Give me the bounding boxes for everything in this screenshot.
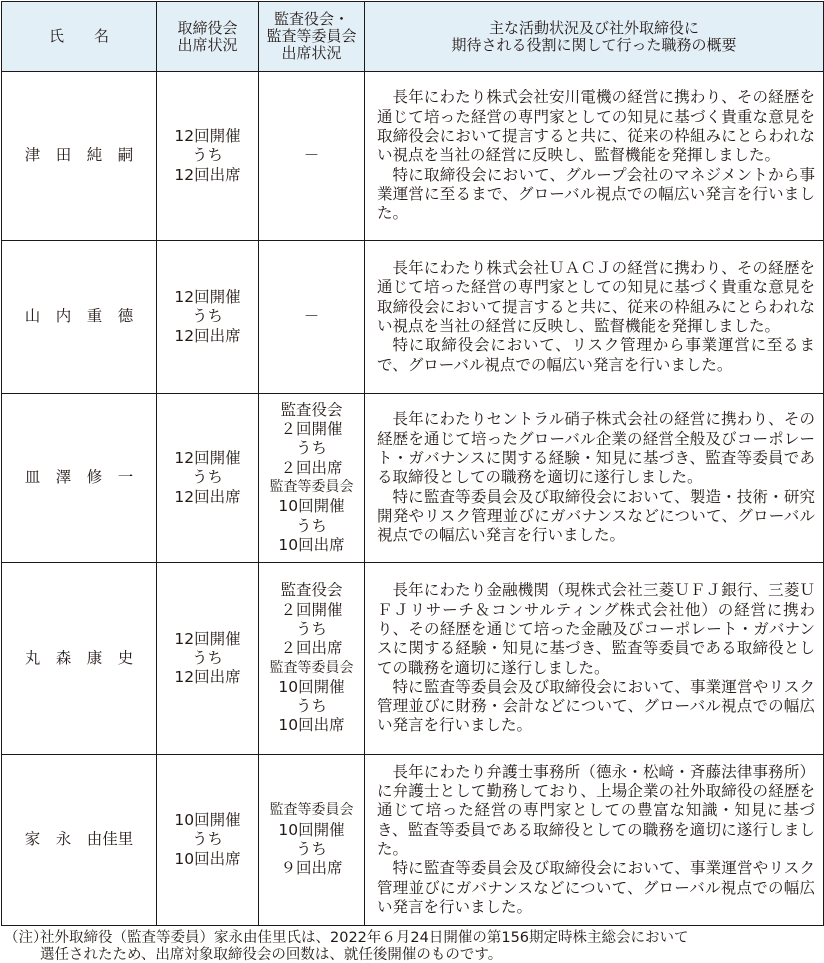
committee-of-which: うち (295, 516, 327, 535)
summary-paragraph: 特に監査等委員会及び取締役会において、製造・技術・研究開発やリスク管理並びにガバナンスなどについて、グローバル視点での幅広い発言を行いました。 (377, 487, 815, 545)
board-attendance (157, 241, 259, 394)
audit-attended: ２回出席 (280, 639, 343, 658)
audit-none: － (303, 146, 320, 165)
table-row (2, 394, 824, 563)
summary-paragraph: 特に監査等委員会及び取締役会において、事業運営やリスク管理並びに財務・会計などについて、グローバル視点での幅広い発言を行いました。 (377, 677, 815, 735)
activity-summary (365, 241, 824, 394)
header-desc-line: 主な活動状況及び社外取締役に (488, 18, 699, 37)
footnote-line: 社外取締役（監査等委員）家永由佳里氏は、2022年６月24日開催の第156期定時株主総会において (40, 930, 689, 946)
committee-attended: 10回出席 (278, 716, 345, 735)
summary-paragraph: 特に取締役会において、リスク管理から事業運営に至るまで、グローバル視点での幅広い発言を行いました。 (377, 336, 815, 374)
header-board-line: 出席状況 (177, 35, 238, 54)
summary-paragraph: 長年にわたり株式会社安川電機の経営に携わり、その経歴を通じて培った経営の専門家としての知見に基づく貴重な意見を取締役会において提言すると共に、従来の枠組みにとらわれない視点を当社の経営に反映し、監督機能を発揮しました。 (377, 88, 815, 165)
audit-committee-label: 監査等委員会 (269, 479, 354, 495)
audit-committee-label: 監査等委員会 (269, 659, 354, 676)
outside-directors-table (1, 1, 824, 926)
board-of-which: うち (191, 830, 223, 849)
committee-attended: ９回出席 (280, 859, 343, 878)
audit-attended: ２回出席 (280, 458, 343, 477)
director-name: 家 永 由佳里 (2, 755, 157, 926)
board-attendance (157, 563, 259, 755)
audit-attendance (259, 394, 365, 563)
audit-attendance (259, 563, 365, 755)
audit-held: ２回開催 (280, 600, 343, 619)
summary-paragraph: 特に監査等委員会及び取締役会において、事業運営やリスク管理並びにガバナンスなどについて、グローバル視点での幅広い発言を行いました。 (377, 859, 815, 916)
activity-summary (365, 394, 824, 563)
header-board-attendance (157, 2, 259, 72)
committee-attended: 10回出席 (278, 535, 345, 554)
summary-paragraph: 特に取締役会において、グループ会社のマネジメントから事業運営に至るまで、グローバル視点での幅広い発言を行いました。 (377, 165, 815, 223)
audit-none: － (303, 307, 320, 326)
footnote (4, 930, 820, 963)
header-row (2, 2, 824, 72)
committee-held: 10回開催 (278, 497, 345, 516)
audit-body-label: 監査役会 (280, 581, 343, 600)
board-of-which: うち (191, 146, 223, 165)
committee-of-which: うち (295, 697, 327, 716)
board-held: 12回開催 (174, 449, 241, 468)
board-attendance (157, 755, 259, 926)
summary-paragraph: 長年にわたりセントラル硝子株式会社の経営に携わり、その経歴を通じて培ったグローバル企業の経営全般及びコーポレート・ガバナンスに関する経験・知見に基づき、監査等委員である取締役としての職務を適切に遂行しました。 (377, 410, 815, 487)
summary-paragraph: 長年にわたり株式会社ＵＡＣＪの経営に携わり、その経歴を通じて培った経営の専門家としての知見に基づく貴重な意見を取締役会において提言すると共に、従来の枠組みにとらわれない視点を当社の経営に反映し、監督機能を発揮しました。 (377, 259, 815, 335)
director-name: 皿 澤 修 一 (2, 394, 157, 563)
audit-body-label: 監査役会 (280, 400, 343, 419)
header-audit-attendance (259, 2, 365, 72)
table-row (2, 563, 824, 755)
board-of-which: うち (191, 307, 223, 326)
board-attended: 12回出席 (174, 326, 241, 345)
board-attendance (157, 394, 259, 563)
audit-committee-label: 監査等委員会 (269, 802, 354, 819)
header-audit-line: 出席状況 (281, 44, 342, 62)
header-desc-line: 期待される役割に関して行った職務の概要 (451, 35, 737, 54)
audit-of-which: うち (295, 439, 327, 458)
board-held: 12回開催 (174, 288, 241, 307)
board-held: 12回開催 (174, 127, 241, 146)
activity-summary (365, 755, 824, 926)
table-row (2, 755, 824, 926)
director-name: 津 田 純 嗣 (2, 72, 157, 241)
board-attended: 12回出席 (174, 165, 241, 184)
audit-of-which: うち (295, 619, 327, 638)
board-attended: 12回出席 (174, 487, 241, 506)
footnote-line: 選任されたため、出席対象取締役会の回数は、就任後開催のものです。 (40, 947, 503, 963)
committee-of-which: うち (295, 840, 327, 858)
table-row (2, 241, 824, 394)
director-name: 丸 森 康 史 (2, 563, 157, 755)
committee-held: 10回開催 (278, 820, 345, 839)
committee-held: 10回開催 (278, 677, 345, 696)
audit-attendance (259, 241, 365, 394)
footnote-tag: （注） (4, 930, 48, 946)
summary-paragraph: 長年にわたり金融機関（現株式会社三菱ＵＦＪ銀行、三菱ＵＦＪリサーチ＆コンサルティング株式会社他）の経営に携わり、その経歴を通じて培った金融及びコーポレート・ガバナンスに関する経験・知見に基づき、監査等委員である取締役としての職務を適切に遂行しました。 (377, 581, 815, 677)
header-audit-line: 監査役会・ (273, 10, 349, 28)
board-attended: 12回出席 (174, 668, 241, 687)
director-name: 山 内 重 德 (2, 241, 157, 394)
board-of-which: うち (191, 648, 223, 667)
summary-paragraph: 長年にわたり弁護士事務所（德永・松﨑・斉藤法律事務所）に弁護士として勤務しており、上場企業の社外取締役の経歴を通じて培った経営の専門家としての豊富な知識・知見に基づき、監査等委員である取締役としての職務を適切に遂行しました。 (377, 762, 815, 858)
audit-held: ２回開催 (280, 420, 343, 439)
board-held: 12回開催 (174, 629, 241, 648)
board-attended: 10回出席 (174, 849, 241, 868)
audit-attendance (259, 72, 365, 241)
table-row (2, 72, 824, 241)
board-of-which: うち (191, 468, 223, 487)
header-name: 氏 名 (2, 2, 157, 72)
header-activity-summary (365, 2, 824, 72)
board-attendance (157, 72, 259, 241)
activity-summary (365, 563, 824, 755)
activity-summary (365, 72, 824, 241)
header-audit-line: 監査等委員会 (266, 27, 357, 45)
header-board-line: 取締役会 (177, 18, 238, 37)
audit-attendance (259, 755, 365, 926)
board-held: 10回開催 (174, 811, 241, 830)
